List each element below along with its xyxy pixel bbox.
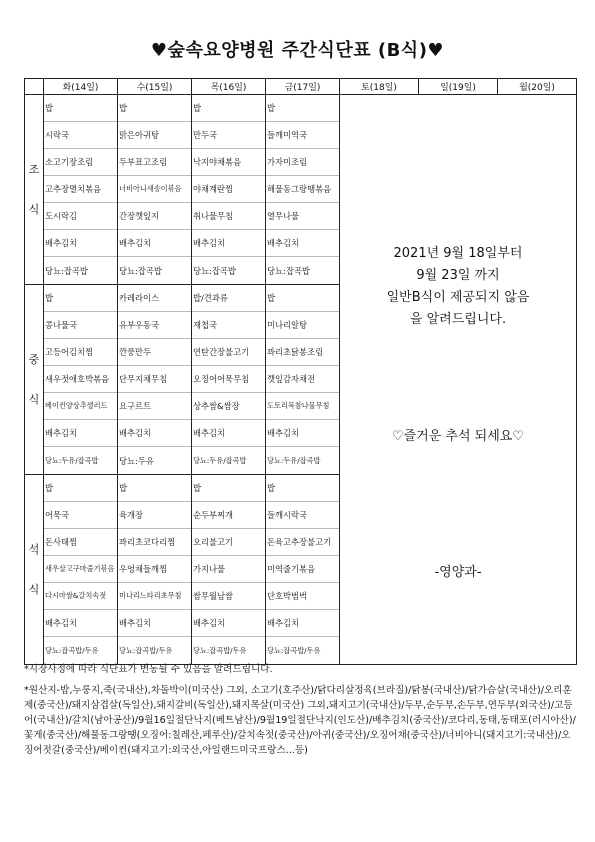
day-header: 일(19일) bbox=[418, 79, 497, 94]
day-menu-cell bbox=[192, 95, 266, 285]
menu-item: 꽈리초코다리찜 bbox=[118, 529, 191, 556]
menu-item: 해물동그랑땡볶음 bbox=[266, 176, 339, 203]
menu-item: 당뇨:잡곡밥 bbox=[267, 265, 310, 276]
menu-item: 배추김치 bbox=[192, 230, 265, 257]
day-menu-cell bbox=[118, 285, 192, 475]
menu-item: 돈육고추장불고기 bbox=[266, 529, 339, 556]
menu-item: 밥 bbox=[266, 475, 339, 502]
notice-line: 9월 23일 까지 bbox=[416, 268, 500, 283]
menu-item: 밥 bbox=[266, 285, 339, 312]
menu-item: 상추쌈&쌈장 bbox=[192, 393, 265, 420]
menu-item: 가지나물 bbox=[192, 556, 265, 583]
weekly-menu-table bbox=[24, 78, 577, 665]
day-menu-cell bbox=[266, 475, 340, 665]
meal-label-char: 식 bbox=[28, 582, 40, 596]
menu-item: 고추장멸치볶음 bbox=[44, 176, 117, 203]
menu-item: 배추김치 bbox=[118, 230, 191, 257]
menu-item: 당뇨:잡곡밥/두유 bbox=[267, 645, 321, 655]
menu-item: 다시마쌈&갈치속젓 bbox=[44, 583, 117, 610]
menu-item: 당뇨:두유/잡곡밥 bbox=[45, 455, 99, 465]
menu-item: 가자미조림 bbox=[266, 149, 339, 176]
menu-item: 만두국 bbox=[192, 122, 265, 149]
menu-item: 꽈리초닭봉조림 bbox=[266, 339, 339, 366]
menu-item: 밥 bbox=[44, 475, 117, 502]
day-header: 금(17일) bbox=[266, 79, 340, 95]
menu-item: 배추김치 bbox=[192, 610, 265, 637]
day-header: 토(18일) bbox=[361, 83, 397, 93]
corner-cell bbox=[25, 79, 44, 95]
notice-line: 을 알려드립니다. bbox=[409, 312, 507, 327]
menu-item: 너비아니새송이볶음 bbox=[118, 176, 191, 203]
menu-item: 육개장 bbox=[118, 502, 191, 529]
menu-change-note: *시장사정에 따라 식단표가 변동될 수 있음을 알려드립니다. bbox=[24, 664, 273, 675]
meal-label-char: 석 bbox=[28, 542, 40, 556]
day-header: 월(20일) bbox=[497, 79, 576, 94]
menu-item: 오징어어묵무침 bbox=[192, 366, 265, 393]
menu-item: 배추김치 bbox=[266, 230, 339, 257]
day-menu-cell bbox=[118, 95, 192, 285]
day-header: 목(16일) bbox=[192, 79, 266, 95]
menu-item: 밥 bbox=[118, 95, 191, 122]
day-menu-cell bbox=[266, 95, 340, 285]
menu-item: 들깨시락국 bbox=[266, 502, 339, 529]
meal-label bbox=[25, 285, 44, 475]
menu-item: 고등어김치찜 bbox=[44, 339, 117, 366]
notice-line: 2021년 9월 18일부터 bbox=[393, 246, 523, 261]
menu-item: 당뇨:두유/잡곡밥 bbox=[193, 455, 247, 465]
menu-item: 당뇨:두유/잡곡밥 bbox=[267, 455, 321, 465]
menu-item: 우엉채들깨찜 bbox=[118, 556, 191, 583]
menu-item: 오리불고기 bbox=[192, 529, 265, 556]
menu-item: 밥 bbox=[44, 95, 117, 122]
menu-item: 배추김치 bbox=[44, 230, 117, 257]
menu-item: 배추김치 bbox=[266, 610, 339, 637]
menu-item: 어묵국 bbox=[44, 502, 117, 529]
origin-note: *원산지-밥,누룽지,죽(국내산),차돌박이(미국산) 그외, 소고기(호주산)/닭다리살정육(브라질)/닭봉(국내산)/닭가슴살(국내산)/오리훈제(중국산)/돼지삼겹살(독일산),돼지갈비(독일산),돼지목살(미국산) 그외,돼지고기(국내산)/두부,순두부,손두부,연두부(외국산)/고등어(국내산)/갈치(남아공산)/9월16일절단낙지(베트남산)/9월19일절단낙지(인도산)/배추김치(중국산)/코다리,동태,동태포(러시아산)/꽃게(중국산)/해물동그랑땡(오징어:칠레산,페루산)/갈치속젓(중국산)/아귀(중국산)/오징어채(중국산)/너비아니(돼지고기:국내산)/오징어젓갈(중국산)/베이컨(돼지고기:외국산,아일랜드미국프랑스...등) bbox=[24, 685, 576, 756]
day-header-row bbox=[25, 79, 577, 95]
day-header: 수(15일) bbox=[118, 79, 192, 95]
menu-item: 소고기장조림 bbox=[44, 149, 117, 176]
page-title: ♥숲속요양병원 주간식단표 (B식)♥ bbox=[150, 40, 445, 61]
menu-item: 카레라이스 bbox=[118, 285, 191, 312]
day-menu-cell bbox=[44, 475, 118, 665]
menu-item: 쌈무월남쌈 bbox=[192, 583, 265, 610]
menu-item: 단무지채무침 bbox=[118, 366, 191, 393]
notice-line: 일반B식이 제공되지 않음 bbox=[386, 290, 530, 305]
menu-item: 배추김치 bbox=[118, 610, 191, 637]
menu-item: 깻잎감자채전 bbox=[266, 366, 339, 393]
menu-item: 도시락김 bbox=[44, 203, 117, 230]
day-menu-cell bbox=[266, 285, 340, 475]
menu-item: 유부우동국 bbox=[118, 312, 191, 339]
menu-item: 두부표고조림 bbox=[118, 149, 191, 176]
menu-item: 단호박범벅 bbox=[266, 583, 339, 610]
meal-label-char: 조 bbox=[28, 162, 40, 176]
menu-item: 밥 bbox=[266, 95, 339, 122]
menu-item: 배추김치 bbox=[192, 420, 265, 447]
menu-item: 들깨미역국 bbox=[266, 122, 339, 149]
menu-item: 야채계란찜 bbox=[192, 176, 265, 203]
menu-item: 미역줄기볶음 bbox=[266, 556, 339, 583]
menu-item: 재첩국 bbox=[192, 312, 265, 339]
menu-item: 밥 bbox=[118, 475, 191, 502]
menu-item: 돈사태찜 bbox=[44, 529, 117, 556]
menu-item: 새우젓애호박볶음 bbox=[44, 366, 117, 393]
menu-item: 당뇨:잡곡밥/두유 bbox=[45, 645, 99, 655]
day-menu-cell bbox=[192, 475, 266, 665]
meal-label bbox=[25, 475, 44, 665]
menu-item: 깐풍만두 bbox=[118, 339, 191, 366]
menu-item: 낙지야채볶음 bbox=[192, 149, 265, 176]
menu-item: 간장깻잎지 bbox=[118, 203, 191, 230]
day-menu-cell bbox=[44, 95, 118, 285]
menu-item: 미나리느타리초무침 bbox=[118, 583, 191, 610]
meal-label-char: 식 bbox=[28, 202, 40, 216]
day-menu-cell bbox=[118, 475, 192, 665]
holiday-greeting: ♡즐거운 추석 되세요♡ bbox=[391, 429, 525, 444]
menu-item: 배추김치 bbox=[266, 420, 339, 447]
menu-item: 도토리묵참나물무침 bbox=[266, 393, 339, 420]
menu-item: 밥/견과류 bbox=[192, 285, 265, 312]
menu-item: 배추김치 bbox=[44, 420, 117, 447]
menu-item: 순두부찌개 bbox=[192, 502, 265, 529]
day-header: 화(14일) bbox=[44, 79, 118, 95]
menu-item: 당뇨:잡곡밥 bbox=[45, 265, 88, 276]
menu-item: 열무나물 bbox=[266, 203, 339, 230]
menu-item: 당뇨:잡곡밥 bbox=[193, 265, 236, 276]
day-menu-cell bbox=[44, 285, 118, 475]
menu-item: 취나물무침 bbox=[192, 203, 265, 230]
day-menu-cell bbox=[192, 285, 266, 475]
menu-item: 베이컨양상추샐러드 bbox=[44, 393, 117, 420]
menu-item: 콩나물국 bbox=[44, 312, 117, 339]
menu-item: 배추김치 bbox=[44, 610, 117, 637]
menu-item: 연탄간장불고기 bbox=[192, 339, 265, 366]
menu-item: 밥 bbox=[192, 475, 265, 502]
menu-item: 배추김치 bbox=[118, 420, 191, 447]
holiday-notice bbox=[340, 95, 577, 665]
menu-item: 요구르트 bbox=[118, 393, 191, 420]
meal-label-char: 중 bbox=[28, 352, 40, 366]
department-signature: -영양과- bbox=[434, 565, 482, 580]
menu-item: 당뇨:잡곡밥/두유 bbox=[193, 645, 247, 655]
menu-item: 시락국 bbox=[44, 122, 117, 149]
meal-label bbox=[25, 95, 44, 285]
menu-item: 밥 bbox=[192, 95, 265, 122]
meal-row bbox=[25, 95, 577, 285]
menu-item: 미나리알탕 bbox=[266, 312, 339, 339]
menu-item: 당뇨:두유 bbox=[119, 455, 154, 466]
meal-label-char: 식 bbox=[28, 392, 40, 406]
menu-item: 맑은아귀탕 bbox=[118, 122, 191, 149]
menu-item: 새우살고구마줄기볶음 bbox=[44, 556, 117, 583]
weekend-day-headers bbox=[340, 79, 577, 95]
menu-item: 당뇨:잡곡밥 bbox=[119, 265, 162, 276]
menu-item: 당뇨:잡곡밥/두유 bbox=[119, 645, 173, 655]
menu-item: 밥 bbox=[44, 285, 117, 312]
